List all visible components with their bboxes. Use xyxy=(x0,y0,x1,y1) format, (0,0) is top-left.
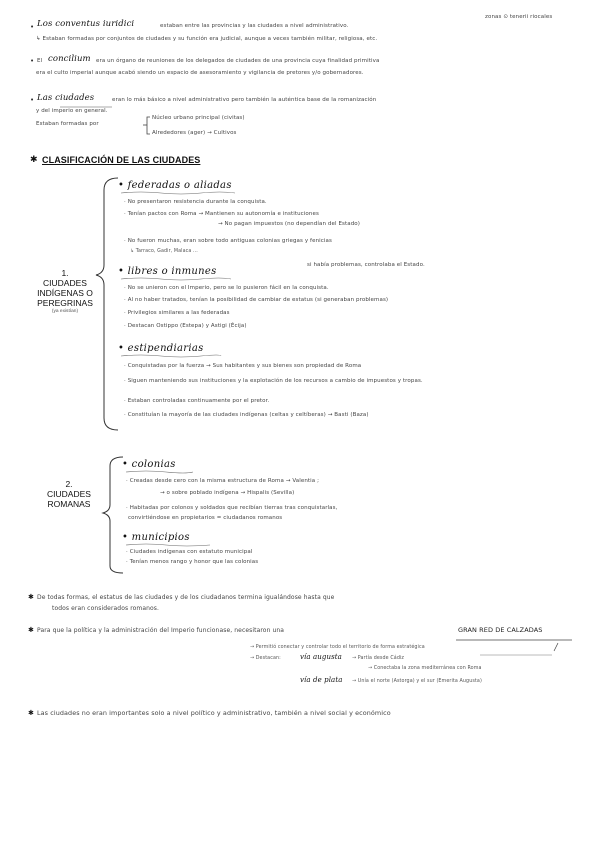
ciudades-line2: y del imperio en general. xyxy=(36,108,108,114)
concilium-line1: era un órgano de reuniones de los delegados de ciudades de una provincia cuya finalidad primitiva xyxy=(96,58,380,64)
ciudades-branch-ager: Alrededores (ager) → Cultivos xyxy=(152,130,237,136)
category-1-number: 1. xyxy=(61,268,69,278)
ciudades-branch-civitas: Núcleo urbano principal (civitas) xyxy=(152,115,245,121)
federadas-item-3: → No pagan impuestos (no dependían del Estado) xyxy=(218,221,361,227)
category-1-label xyxy=(30,268,100,315)
colonias-title: • colonias xyxy=(122,459,176,470)
colonias-item-4: convirtiéndose en propietarios = ciudadanos romanos xyxy=(128,515,283,521)
libres-title: • libres o inmunes xyxy=(118,266,217,277)
libres-item-2: · Al no haber tratados, tenían la posibilidad de cambiar de estatus (si generaban problemas) xyxy=(124,297,389,303)
estipendiarias-title: • estipendiarias xyxy=(118,343,204,354)
concilium-prefix: El xyxy=(37,58,43,64)
federadas-item-6: si había problemas, controlaba el Estado. xyxy=(307,262,425,268)
closing-mark-2: ✱ xyxy=(28,626,34,634)
category-2-number: 2. xyxy=(65,479,73,489)
estipendiarias-item-2: · Siguen manteniendo sus instituciones y la explotación de los recursos a cambio de impuestos y tropas. xyxy=(124,378,423,384)
municipios-item-2: · Tenían menos rango y honor que las colonias xyxy=(126,559,259,565)
conventus-term: Los conventus iuridici xyxy=(37,19,135,29)
concilium-term: concilium xyxy=(48,54,91,64)
conventus-bullet: • xyxy=(30,23,35,31)
conventus-line1: estaban entre las provincias y las ciudades a nivel administrativo. xyxy=(160,23,349,29)
closing-p1-line2: todos eran considerados romanos. xyxy=(52,605,160,612)
calzadas-highlight: GRAN RED DE CALZADAS xyxy=(458,626,543,634)
libres-item-1: · No se unieron con el Imperio, pero se lo pusieron fácil en la conquista. xyxy=(124,285,329,291)
estipendiarias-item-3: · Estaban controladas continuamente por el pretor. xyxy=(124,398,270,404)
calzadas-destacan-label: → Destacan: xyxy=(250,656,281,661)
municipios-title: • municipios xyxy=(122,532,190,543)
category-2-line2: ROMANAS xyxy=(47,499,91,509)
conventus-line2: ↳ Estaban formadas por conjuntos de ciudades y su función era judicial, aunque a veces también militar, religiosa, etc. xyxy=(36,36,378,42)
libres-item-4: · Destacan Ostippo (Estepa) y Astigi (Écija) xyxy=(124,323,247,329)
heading-classification: CLASIFICACIÓN DE LAS CIUDADES xyxy=(42,155,201,165)
ciudades-formed: Estaban formadas por xyxy=(36,121,99,127)
federadas-item-5: ↳ Tarraco, Gadir, Malaca ... xyxy=(130,249,198,254)
libres-item-3: · Privilegios similares a las federadas xyxy=(124,310,230,316)
ciudades-term: Las ciudades xyxy=(37,93,95,103)
federadas-title: • federadas o aliadas xyxy=(118,180,232,191)
closing-p3: Las ciudades no eran importantes solo a nivel político y administrativo, también a nivel social y económico xyxy=(37,709,391,717)
via-augusta: vía augusta xyxy=(300,653,342,661)
category-1-note: (ya existían) xyxy=(51,309,79,314)
concilium-line2: era el culto imperial aunque acabó siendo un espacio de asesoramiento y vigilancia de pretores y/o gobernadores. xyxy=(36,70,364,76)
via-augusta-desc-2: → Conectaba la zona mediterránea con Roma xyxy=(368,666,482,671)
federadas-item-1: · No presentaron resistencia durante la conquista. xyxy=(124,199,267,205)
calzadas-item-1: → Permitió conectar y controlar todo el territorio de forma estratégica xyxy=(250,645,425,650)
category-1-line1: CIUDADES xyxy=(43,278,87,288)
colonias-item-2: → o sobre poblado indígena → Hispalis (Sevilla) xyxy=(160,490,295,496)
via-augusta-desc: → Partía desde Cádiz xyxy=(352,656,405,661)
federadas-item-2: · Tenían pactos con Roma → Mantienen su autonomía e instituciones xyxy=(124,211,319,217)
closing-mark-1: ✱ xyxy=(28,593,34,601)
concilium-bullet: • xyxy=(30,57,35,65)
colonias-item-3: · Habitadas por colonos y soldados que recibían tierras tras conquistarlas, xyxy=(126,505,338,511)
estipendiarias-item-4: · Constituían la mayoría de las ciudades indígenas (celtas y celtíberas) → Basti (Baza) xyxy=(124,412,369,418)
ciudades-line1: eran lo más básico a nivel administrativo pero también la auténtica base de la romanización xyxy=(112,97,377,103)
heading-mark: ✱ xyxy=(30,155,38,165)
municipios-item-1: · Ciudades indígenas con estatuto municipal xyxy=(126,549,253,555)
category-1-line3: PEREGRINAS xyxy=(37,298,93,308)
category-1-line2: INDÍGENAS O xyxy=(37,288,93,298)
colonias-item-1: · Creadas desde cero con la misma estructura de Roma → Valentia ; xyxy=(126,478,320,484)
closing-p1-line1: De todas formas, el estatus de las ciudades y de los ciudadanos termina igualándose hasta que xyxy=(37,594,335,601)
category-2-line1: CIUDADES xyxy=(47,489,91,499)
estipendiarias-item-1: · Conquistadas por la fuerza → Sus habitantes y sus bienes son propiedad de Roma xyxy=(124,363,362,369)
federadas-item-4: · No fueron muchas, eran sobre todo antiguas colonias griegas y fenicias xyxy=(124,238,332,244)
ciudades-bullet: • xyxy=(30,96,35,104)
closing-mark-3: ✱ xyxy=(28,709,34,717)
closing-p2-line1: Para que la política y la administración del Imperio funcionase, necesitaron una xyxy=(37,627,285,634)
via-de-plata: vía de plata xyxy=(300,676,343,684)
category-2-label xyxy=(36,479,102,509)
margin-note-zones: zonas ⊙ tenerii riocales xyxy=(485,14,553,20)
via-de-plata-desc: → Unía el norte (Astorga) y el sur (Emerita Augusta) xyxy=(352,679,482,684)
